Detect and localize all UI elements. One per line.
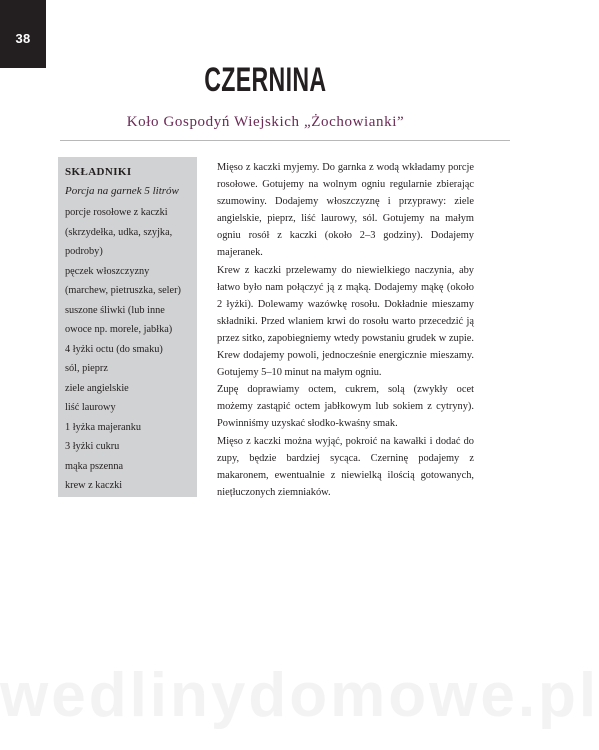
- ingredient-item: owoce np. morele, jabłka): [65, 324, 173, 335]
- ingredient-item: krew z kaczki: [65, 480, 123, 491]
- ingredient-item: podroby): [65, 246, 103, 257]
- recipe-title: CZERNINA: [204, 61, 327, 99]
- ingredient-item: 1 łyżka majeranku: [65, 421, 142, 433]
- instruction-paragraph: Mięso z kaczki myjemy. Do garnka z wodą wkładamy porcje rosołowe. Gotujemy na wolnym ogniu regularnie zbierając szumowiny. Dodajemy włoszczyznę i przyprawy: ziele angielskie, pieprz, liść laurowy, sól. Gotujemy na małym ogniu rosół z kaczki (około 2–3 godziny). Dodajemy majeranek.: [217, 162, 474, 259]
- ingredient-item: mąka pszenna: [65, 460, 124, 472]
- ingredient-item: suszone śliwki (lub inne: [65, 304, 165, 316]
- instruction-paragraph: Zupę doprawiamy octem, cukrem, solą (zwykły ocet możemy zastąpić octem jabłkowym lub sokiem z cytryny). Powinniśmy uzyskać słodko-kwaśny smak.: [217, 384, 474, 430]
- title-divider: [60, 140, 510, 141]
- ingredient-item: (skrzydełka, udka, szyjka,: [65, 226, 173, 238]
- ingredient-item: sól, pieprz: [65, 363, 108, 374]
- recipe-author: Koło Gospodyń Wiejskich „Żochowianki”: [126, 114, 405, 130]
- ingredient-item: 3 łyżki cukru: [65, 441, 120, 452]
- ingredient-item: (marchew, pietruszka, seler): [65, 285, 181, 296]
- instruction-paragraph: Krew z kaczki przelewamy do niewielkiego naczynia, aby łatwo było nam połączyć ją z mąką. Dodajemy mąkę (około 2 łyżki). Dolewamy wazówkę rosołu. Dokładnie mieszamy składniki. Przed wlaniem krwi do rosołu warto przecedzić ją przez sitko, zapobiegniemy wtedy powstaniu grudek w zupie. Krew dodajemy powoli, jednocześnie energicznie mieszamy. Gotujemy 5–10 minut na małym ogniu.: [217, 264, 474, 379]
- ingredient-item: ziele angielskie: [65, 382, 129, 394]
- ingredient-item: liść laurowy: [65, 402, 116, 413]
- watermark: wedlinydomowe.pl: [0, 661, 599, 730]
- portion-size: Porcja na garnek 5 litrów: [65, 185, 179, 197]
- ingredient-item: pęczek włoszczyzny: [65, 265, 150, 277]
- recipe-instructions: [217, 159, 474, 501]
- ingredients-heading: SKŁADNIKI: [65, 166, 132, 178]
- ingredient-item: 4 łyżki octu (do smaku): [65, 343, 163, 355]
- ingredients-panel: [58, 157, 197, 497]
- ingredient-item: porcje rosołowe z kaczki: [65, 207, 168, 218]
- instruction-paragraph: Mięso z kaczki można wyjąć, pokroić na kawałki i dodać do zupy, będzie bardziej sycąca. Czerninę podajemy z makaronem, ewentualnie z niewielką ilością gotowanych, niețłuczonych ziemniaków.: [217, 435, 474, 498]
- page-number: 38: [15, 31, 31, 46]
